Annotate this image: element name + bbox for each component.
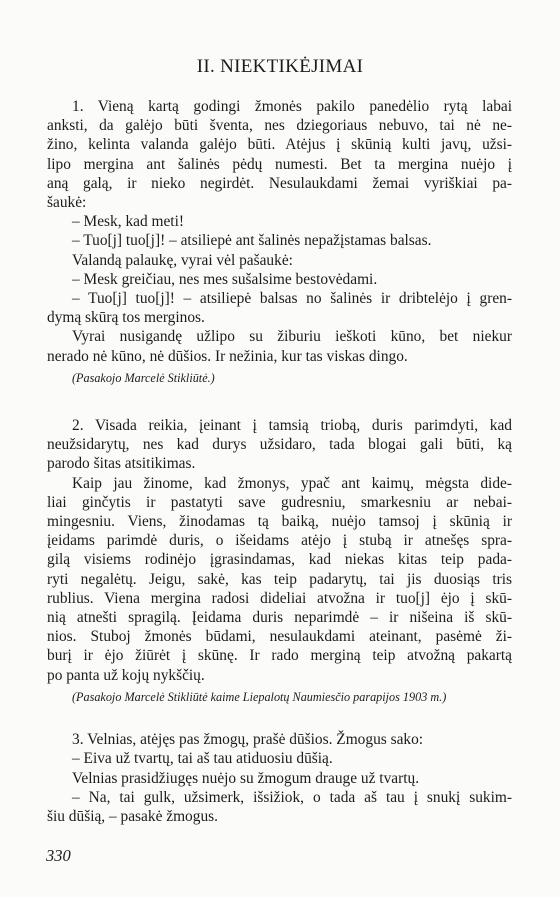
dialog-line: – Eiva už tvartų, tai aš tau atiduosiu dūšią. bbox=[72, 750, 333, 768]
story-1-paragraph-2 bbox=[47, 289, 512, 327]
text-line: anksti, da galėjo būti šventa, nes dziegoriaus nebuvo, tai nė ne- bbox=[47, 117, 512, 135]
text-line: ryti negalėtų. Jeigu, sakė, kas teip padarytų, tai jis duosiąs tris bbox=[47, 570, 512, 588]
page-number: 330 bbox=[46, 846, 71, 865]
text-line: Kaip jau žinome, kad žmonys, ypač ant kaimų, mėgsta dide- bbox=[72, 474, 512, 492]
text-line: šaukė: bbox=[47, 194, 87, 212]
story-2-paragraph-2 bbox=[47, 474, 512, 685]
story-3-paragraph-last bbox=[47, 788, 512, 826]
text-line: rublius. Viena mergina radosi dideliai atvožna ir tuo[j] ėjo į skū- bbox=[47, 589, 512, 607]
text-line: šiu dūšią, – pasakė žmogus. bbox=[47, 807, 218, 825]
text-line: žino, kelinta valanda galėjo būti. Atėjus į skūnią kulti javų, užsi- bbox=[47, 136, 512, 154]
text-line: mingesniu. Viens, žinodamas tą baiką, nuėjo tamsoj į skūnią ir bbox=[47, 513, 512, 531]
chapter-title: II. NIEKTIKĖJIMAI bbox=[196, 56, 364, 77]
story-1-paragraph-1 bbox=[47, 97, 512, 212]
text-line: Velnias prasidžiugęs nuėjo su žmogum drauge už tvartų. bbox=[72, 769, 420, 787]
section-gap bbox=[47, 388, 512, 416]
text-line: nią atnešti spragilą. Įeidama duris neparimdė – ir nišeina iš skū- bbox=[47, 609, 512, 627]
story-2-paragraph-1 bbox=[47, 416, 512, 474]
text-line: nerado nė kūno, nė dūšios. Ir nežinia, kur tas viskas dingo. bbox=[47, 347, 408, 365]
story-2-source: (Pasakojo Marcelė Stikliūtė kaime Liepalotų Naumiesčio parapijos 1903 m.) bbox=[72, 689, 447, 704]
text-line: liai ginčytis ir pastatyti save gudresniu, smarkesniu ar nebai- bbox=[47, 493, 512, 511]
text-line: parodo šitas atsitikimas. bbox=[47, 455, 196, 473]
text-line: – Tuo[j] tuo[j]! – atsiliepė balsas no šalinės ir dribtelėjo į gren- bbox=[72, 290, 512, 308]
dialog-line: – Mesk, kad meti! bbox=[72, 213, 184, 231]
text-line: neužsidarytų, nes kad durys užsidaro, tada blogai gali būti, ką bbox=[47, 436, 512, 454]
story-1 bbox=[47, 97, 512, 388]
story-3 bbox=[47, 730, 512, 826]
text-line: po panta už kojų nykščių. bbox=[47, 666, 205, 684]
text-line: lipo mergina ant šalinės pėdų numesti. Bet ta mergina nuėjo į bbox=[47, 155, 512, 173]
text-line: 3. Velnias, atėjęs pas žmogų, prašė dūšios. Žmogus sako: bbox=[72, 731, 424, 749]
dialog-line: Valandą palaukę, vyrai vėl pašaukė: bbox=[72, 251, 293, 269]
text-line: nios. Stuboj žmonės būdami, nesulaukdami ateinant, pasėmė ži- bbox=[47, 628, 512, 646]
page-body bbox=[47, 97, 512, 826]
dialog-line: – Tuo[j] tuo[j]! – atsiliepė ant šalinės nepažįstamas balsas. bbox=[72, 232, 432, 250]
text-line: įeidams parimdė duris, o išeidams atėjo į stubą ir atnešęs spra- bbox=[47, 532, 512, 550]
text-line: 1. Vieną kartą godingi žmonės pakilo panedėlio rytą labai bbox=[72, 98, 512, 115]
section-gap bbox=[47, 707, 512, 730]
text-line: 2. Visada reikia, įeinant į tamsią triobą, duris parimdyti, kad bbox=[72, 417, 512, 435]
story-2 bbox=[47, 416, 512, 707]
dialog-line: – Mesk greičiau, nes mes sušalsime bestovėdami. bbox=[72, 270, 378, 288]
story-1-source: (Pasakojo Marcelė Stikliūtė.) bbox=[72, 370, 215, 385]
dialog-line: – Na, tai gulk, užsimerk, išsižiok, o tada aš tau į snukį sukim- bbox=[72, 788, 512, 806]
text-line: dymą skūrą tos merginos. bbox=[47, 309, 205, 327]
text-line: aną galą, ir nieko negirdėt. Nesulaukdami žemai vyriškiai pa- bbox=[47, 174, 512, 192]
text-line: burį ir ėjo žiūrėt į skūnę. Ir rado merginą teip atvožną pakartą bbox=[47, 647, 512, 665]
text-line: gilą visiems rodinėjo įgrasindamas, kad niekas kitas teip pada- bbox=[47, 551, 512, 569]
text-line: Vyrai nusigandę užlipo su žiburiu ieškoti kūno, bet niekur bbox=[72, 328, 512, 346]
story-1-paragraph-3 bbox=[47, 327, 512, 365]
